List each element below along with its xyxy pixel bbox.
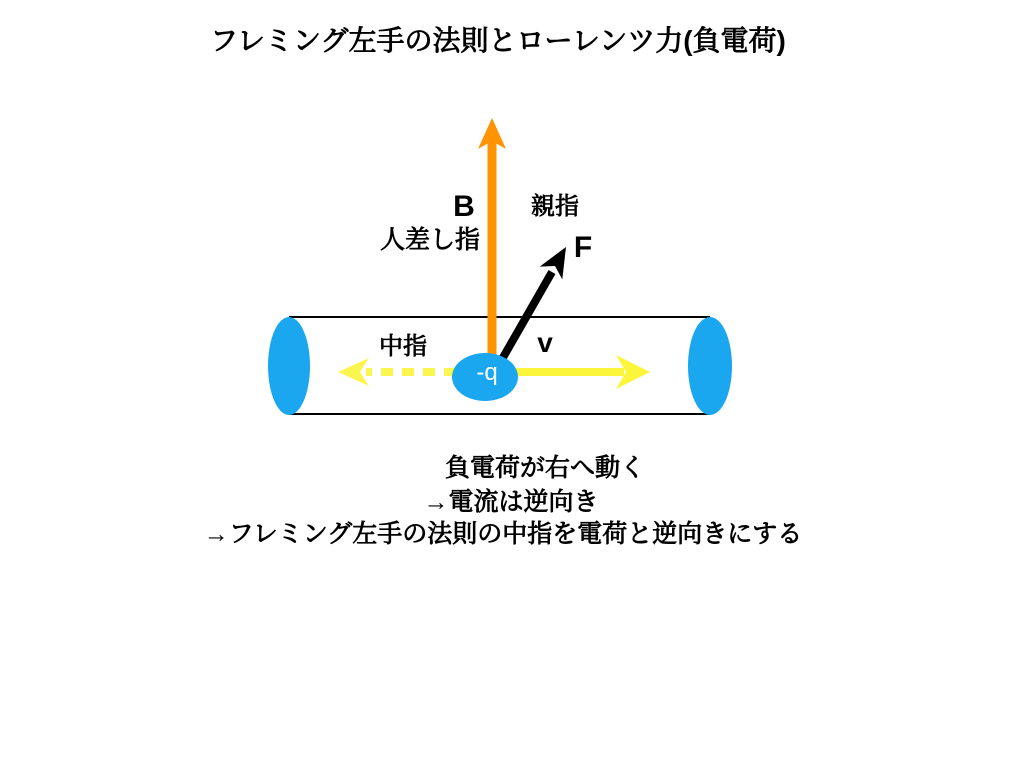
label-velocity: v bbox=[537, 327, 553, 358]
label-thumb: 親指 bbox=[531, 193, 579, 220]
conductor-right-cap bbox=[688, 317, 732, 415]
note-line-2: →電流は逆向き bbox=[423, 488, 599, 516]
slide-title: フレミング左手の法則とローレンツ力(負電荷) bbox=[210, 25, 786, 56]
label-index-finger: 人差し指 bbox=[379, 226, 481, 254]
middle-finger-arrow bbox=[338, 358, 456, 386]
middle-finger-arrow-head bbox=[338, 358, 369, 386]
note-line-1: 負電荷が右へ動く bbox=[444, 454, 646, 482]
label-b-field: B bbox=[453, 190, 475, 223]
charge-label: -q bbox=[476, 359, 498, 386]
label-force: F bbox=[573, 231, 593, 264]
note-line-3: →フレミング左手の法則の中指を電荷と逆向きにする bbox=[203, 520, 803, 548]
label-middle-finger: 中指 bbox=[379, 333, 427, 360]
b-field-arrow bbox=[478, 118, 506, 375]
force-arrow bbox=[501, 247, 566, 361]
conductor-left-cap bbox=[268, 317, 310, 415]
velocity-arrow bbox=[498, 355, 650, 389]
